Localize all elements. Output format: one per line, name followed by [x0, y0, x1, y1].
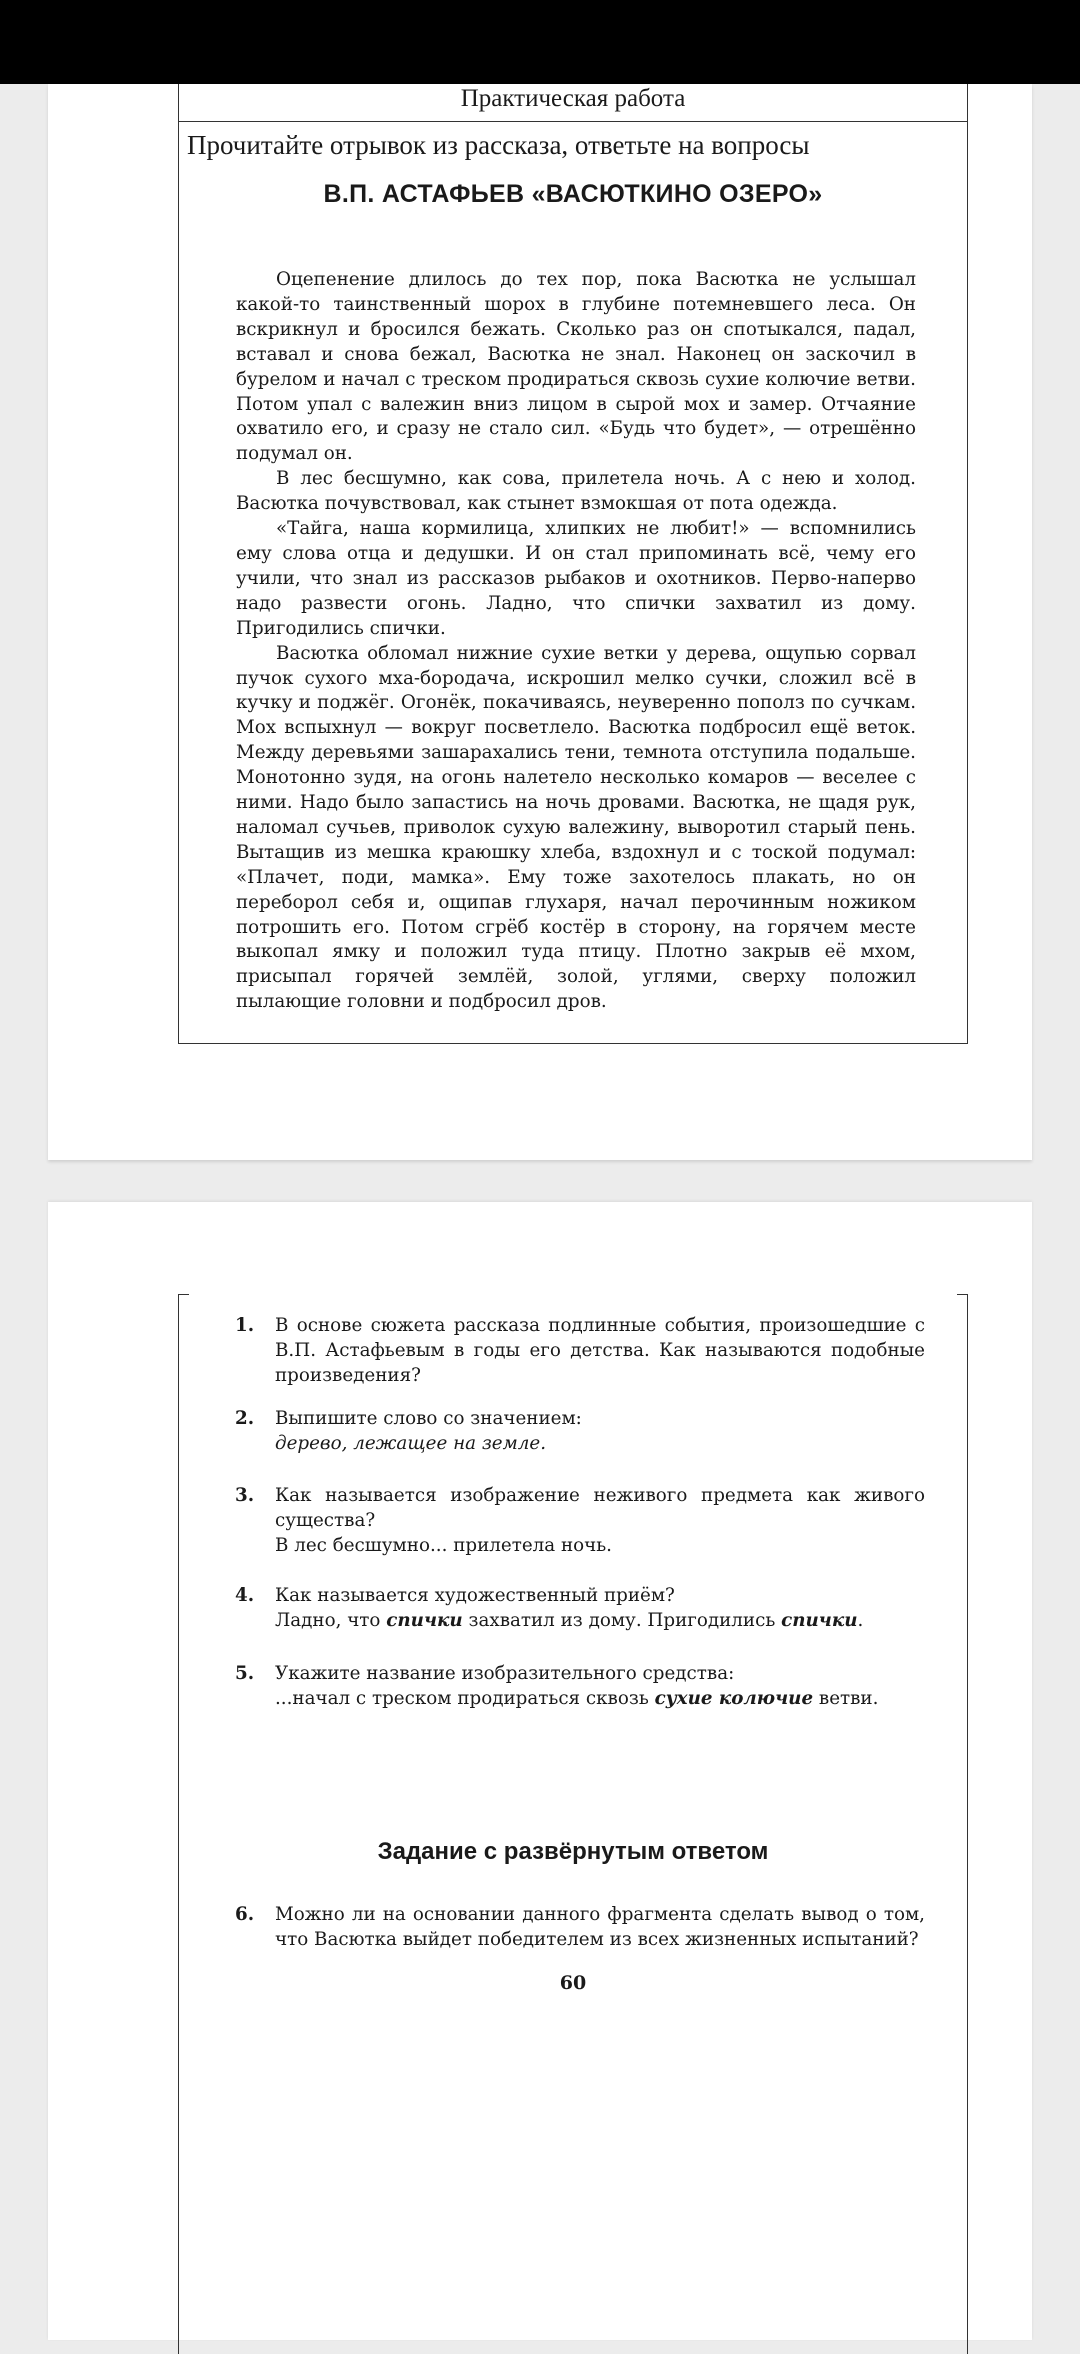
- text-frame: [178, 84, 968, 1044]
- question-example: [275, 1687, 925, 1712]
- practical-work-title: Практическая работа: [179, 84, 967, 122]
- question-text: Выпишите слово со значением:: [275, 1408, 582, 1429]
- example-text: захватил из дому. Пригодились: [462, 1609, 782, 1631]
- highlighted-word: спички: [386, 1609, 463, 1631]
- question-number: 6.: [235, 1904, 255, 1925]
- question-5: [235, 1662, 925, 1712]
- frame-corner: [179, 1294, 189, 1295]
- question-example: В лес бесшумно... прилетела ночь.: [275, 1534, 612, 1556]
- highlighted-word: спички: [781, 1609, 858, 1631]
- question-6: [235, 1903, 925, 1953]
- status-bar: [0, 0, 1080, 84]
- question-text: Можно ли на основании данного фрагмента сделать вывод о том, что Васютка выйдет победителем из всех жизненных испытаний?: [275, 1904, 925, 1950]
- page-number: 60: [559, 1972, 587, 1994]
- example-text: .: [857, 1609, 864, 1631]
- story-paragraph: «Тайга, наша кормилица, хлипких не любит!» — вспомнились ему слова отца и дедушки. И он стал припоминать всё, чему его учили, что знал из рассказов рыбаков и охотников. Перво-наперво надо развести огонь. Ладно, что спички захватил из дому. Пригодились спички.: [236, 518, 916, 639]
- section-heading: Задание с развёрнутым ответом: [377, 1838, 769, 1865]
- example-text: Ладно, что: [275, 1609, 387, 1631]
- document-page-2: [48, 1202, 1032, 2340]
- question-number: 3.: [235, 1485, 255, 1506]
- example-text: ...начал с треском продираться сквозь: [275, 1687, 655, 1709]
- story-text: [236, 268, 916, 1015]
- document-page-1: [48, 84, 1032, 1160]
- question-text: Как называется изображение неживого предмета как живого существа?: [275, 1485, 925, 1531]
- instruction-text: Прочитайте отрывок из рассказа, ответьте на вопросы: [187, 130, 810, 160]
- question-text: В основе сюжета рассказа подлинные события, произошедшие с В.П. Астафьевым в годы его детства. Как называются подобные произведения?: [275, 1315, 925, 1386]
- question-text: Укажите название изобразительного средства:: [275, 1663, 735, 1684]
- question-text: Как называется художественный приём?: [275, 1585, 675, 1606]
- question-number: 5.: [235, 1663, 255, 1684]
- example-text: ветви.: [813, 1687, 879, 1709]
- question-number: 2.: [235, 1408, 255, 1429]
- story-title: В.П. АСТАФЬЕВ «ВАСЮТКИНО ОЗЕРО»: [323, 180, 823, 208]
- frame-corner: [957, 1294, 967, 1295]
- question-number: 4.: [235, 1585, 255, 1606]
- story-paragraph: Оцепенение длилось до тех пор, пока Васютка не услышал какой-то таинственный шорох в глубине потемневшего леса. Он вскрикнул и бросился бежать. Сколько раз он спотыкался, падал, вставал и снова бежал, Васютка не знал. Наконец он заскочил в бурелом и начал с треском продираться сквозь сухие колючие ветви. Потом упал с валежин вниз лицом в сырой мох и замер. Отчаяние охватило его, и сразу не стало сил. «Будь что будет», — отрешённо подумал он.: [236, 269, 916, 465]
- story-paragraph: Васютка обломал нижние сухие ветки у дерева, ощупью сорвал пучок сухого мха-бородача, искрошил мелко сучки, сложил всё в кучку и поджёг. Огонёк, покачиваясь, неуверенно пополз по сучкам. Мох вспыхнул — вокруг посветлело. Васютка подбросил ещё веток. Между деревьями зашарахались тени, темнота отступила подальше. Монотонно зудя, на огонь налетело несколько комаров — веселее с ними. Надо было запастись на ночь дровами. Васютка, не щадя рук, наломал сучьев, приволок сухую валежину, выворотил старый пень. Вытащив из мешка краюшку хлеба, вздохнул и с тоской подумал: «Плачет, поди, мамка». Ему тоже захотелось плакать, но он переборол себя и, ощипав глухаря, начал перочинным ножиком потрошить его. Потом сгрёб костёр в сторону, на горячем месте выкопал ямку и положил туда птицу. Плотно закрыв её мхом, присыпал горячей землёй, золой, углями, сверху положил пылающие головни и подбросил дров.: [236, 642, 916, 1013]
- question-3: [235, 1484, 925, 1558]
- question-2: [235, 1407, 925, 1457]
- question-1: [235, 1314, 925, 1388]
- highlighted-word: сухие колючие: [654, 1687, 814, 1709]
- question-number: 1.: [235, 1315, 255, 1336]
- question-example: [275, 1609, 925, 1634]
- question-example: дерево, лежащее на земле.: [275, 1432, 547, 1454]
- questions-frame: [178, 1294, 968, 2354]
- question-4: [235, 1584, 925, 1634]
- story-paragraph: В лес бесшумно, как сова, прилетела ночь. А с нею и холод. Васютка почувствовал, как стынет взмокшая от пота одежда.: [236, 468, 916, 515]
